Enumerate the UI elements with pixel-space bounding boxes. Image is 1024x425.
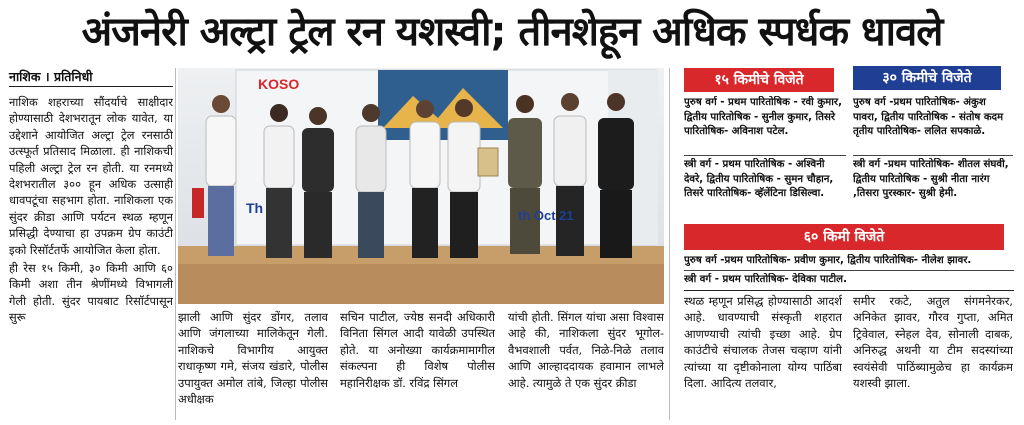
divider <box>684 290 1014 291</box>
banner-text: Th <box>246 200 264 216</box>
winners-30km-men: पुरुष वर्ग -प्रथम पारितोषिक- अंकुश पावरा, द्वितीय पारितोषिक - संतोष कदम तृतीय पारितोषिक- ललित सपकाळे. <box>853 97 1004 138</box>
article-paragraph: यांची होती. सिंगल यांचा असा विश्वास आहे की, नाशिकला सुंदर भूगोल-वैभवशाली पर्वत, निळे-निळे तलाव आणि आल्हाददायक हवामान लाभले आहे. त्यामुळे ते एक सुंदर क्रीडा <box>508 310 664 390</box>
divider <box>684 270 1014 271</box>
article-column-2 <box>178 309 328 421</box>
banner-date-text: th Oct 21 <box>518 208 574 223</box>
winners-60km-women: स्त्री वर्ग - प्रथम पारितोषिक- देविका पाटील. <box>684 274 847 285</box>
winners-30km-heading: ३० किमीचे विजेते <box>853 66 1001 90</box>
sponsor-logo: KOSO <box>258 76 300 92</box>
article-paragraph: झाली आणि सुंदर डोंगर, तलाव आणि जंगलाच्या मालिकेतून गेली. नाशिकचे विभागीय आयुक्त राधाकृष्ण गमे, संजय खंडारे, पोलीस उपायुक्त अमोल तांबे, जिल्हा पोलीस अधीक्षक <box>178 310 328 407</box>
winners-15km-women: स्त्री वर्ग - प्रथम पारितोषिक - अश्विनी देवरे, द्वितीय पारितोषिक - सुमन चौहान, तिसरे पारितोषिक- व्हॅलेंटिना डिसिल्वा. <box>684 159 834 200</box>
article-column-6 <box>853 293 1013 421</box>
article-column-1 <box>9 94 173 420</box>
divider <box>853 155 1013 156</box>
winners-15km-heading: १५ किमीचे विजेते <box>684 68 834 92</box>
divider <box>684 155 846 156</box>
podium-photo-image <box>178 68 664 304</box>
column-divider <box>175 68 176 420</box>
winners-15km-men: पुरुष वर्ग - प्रथम पारितोषिक - रवी कुमार, द्वितीय पारितोषिक - सुनील कुमार, तिसरे पारितोषिक- अविनाश पटेल. <box>684 97 842 138</box>
column-divider <box>669 68 670 420</box>
headline: अंजनेरी अल्ट्रा ट्रेल रन यशस्वी; तीनशेहून अधिक स्पर्धक धावले <box>81 9 943 55</box>
winners-30km-women: स्त्री वर्ग -प्रथम पारितोषिक- शीतल संघवी, द्वितीय पारितोषिक - सुश्री नीता नारंग ,तिसरा पुरस्कार- सुश्री हेमी. <box>853 159 1009 200</box>
winners-60km-men: पुरुष वर्ग -प्रथम पारितोषिक- प्रवीण कुमार, द्वितीय पारितोषिक- नीलेश झावर. <box>684 255 972 266</box>
article-paragraph: सचिन पाटील, ज्येष्ठ सनदी अधिकारी विनिता सिंगल आदी यावेळी उपस्थित होते. या अनोख्या कार्यक्रमामागील संकल्पना ही विशेष पोलीस महानिरीक्षक डॉ. रविंद्र सिंगल <box>340 310 495 390</box>
article-paragraph: ही रेस १५ किमी, ३० किमी आणि ६० किमी अशा तीन श्रेणींमध्ये विभागली गेली होती. सुंदर पायबाट रिसॉर्टपासून सुरू <box>9 261 173 325</box>
event-photo <box>178 68 664 304</box>
article-paragraph: नाशिक शहराच्या सौंदर्याचे साक्षीदार होण्यासाठी देशभरातून लोक यावेत, या उद्देशाने आयोजित अल्ट्रा ट्रेल रनसाठी उत्स्फूर्त प्रतिसाद मिळाला. ही नाशिकची पहिली अल्ट्रा ट्रेल रन होती. या रनमध्ये देशभरातील ३०० हून अधिक उत्साही धावपटूंचा सहभाग होता. नाशिकला एक सुंदर क्रीडा आणि पर्यटन स्थळ म्हणून प्रसिद्धी देण्याचा हा उपक्रम ग्रेप काउंटी इको रिसॉर्टतर्फे आयोजित केला होता. <box>9 95 173 257</box>
article-column-5 <box>684 293 842 421</box>
article-column-4 <box>508 309 664 421</box>
article-column-3 <box>340 309 495 421</box>
article-paragraph: समीर रकटे, अतुल संगमनेरकर, अनिकेत झावर, गौरव गुप्ता, अमित ट्रिवेवाल, स्नेहल देव, सोनाली दाबक, अनिरुद्ध अथनी या टीम सदस्यांच्या स्वयंसेवी पाठिंब्यामुळेच हा कार्यक्रम यशस्वी झाला. <box>853 294 1013 391</box>
winners-60km-heading: ६० किमी विजेते <box>684 224 1004 250</box>
dateline: नाशिक । प्रतिनिधी <box>9 68 173 87</box>
article-paragraph: स्थळ म्हणून प्रसिद्ध होण्यासाठी आदर्श आहे. धावण्याची संस्कृती शहरात आणण्याची त्यांची इच्छा आहे. ग्रेप काउंटीचे संचालक तेजस चव्हाण यांनी त्यांच्या या दृष्टीकोनाला योग्य पाठिंबा दिला. आदित्य तलवार, <box>684 294 842 391</box>
